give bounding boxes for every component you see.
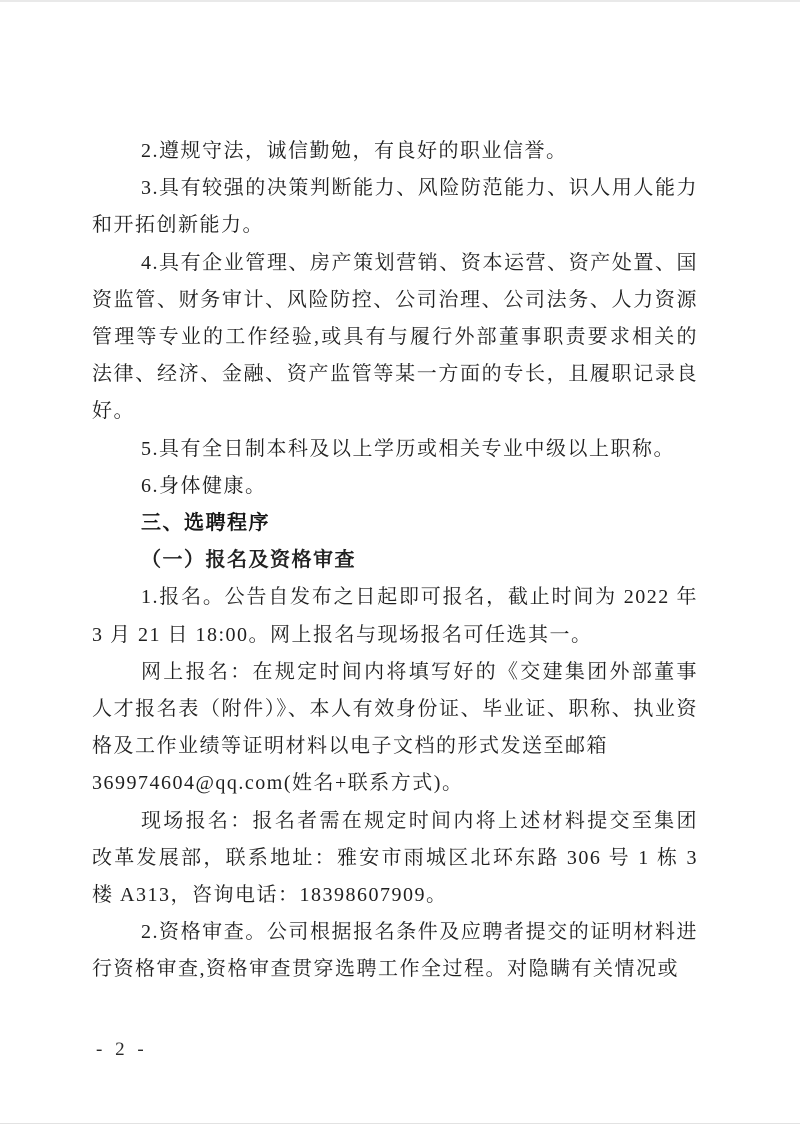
page-top-edge [0,0,800,2]
procedure-item-1-registration: 1.报名。公告自发布之日起即可报名，截止时间为 2022 年 3 月 21 日 18:00。网上报名与现场报名可任选其一。 [92,586,698,646]
subsection-heading-registration: （一）报名及资格审查 [141,549,356,572]
paragraph-onsite-registration: 现场报名：报名者需在规定时间内将上述材料提交至集团改革发展部，联系地址：雅安市雨城区北环东路 306 号 1 栋 3 楼 A313，咨询电话：18398607909。 [92,809,698,907]
requirement-item-4: 4.具有企业管理、房产策划营销、资本运营、资产处置、国资监管、财务审计、风险防控、公司治理、公司法务、人力资源管理等专业的工作经验,或具有与履行外部董事职责要求相关的法律、经济、金融、资产监管等某一方面的专长，且履职记录良好。 [92,251,698,423]
procedure-item-2-qualification-review: 2.资格审查。公司根据报名条件及应聘者提交的证明材料进行资格审查,资格审查贯穿选聘工作全过程。对隐瞒有关情况或 [92,921,698,981]
document-content [92,133,698,989]
requirement-item-2: 2.遵规守法，诚信勤勉，有良好的职业信誉。 [141,140,568,162]
paragraph-online-registration: 网上报名：在规定时间内将填写好的《交建集团外部董事人才报名表（附件）》、本人有效身份证、毕业证、职称、执业资格及工作业绩等证明材料以电子文档的形式发送至邮箱 [92,660,698,758]
section-heading-procedure: 三、选聘程序 [141,512,270,535]
requirement-item-5: 5.具有全日制本科及以上学历或相关专业中级以上职称。 [141,437,675,460]
requirement-item-6: 6.身体健康。 [141,474,267,497]
email-line: 369974604@qq.com(姓名+联系方式)。 [92,772,464,795]
requirement-item-3: 3.具有较强的决策判断能力、风险防范能力、识人用人能力和开拓创新能力。 [92,177,698,237]
page-number: - 2 - [96,1039,148,1060]
